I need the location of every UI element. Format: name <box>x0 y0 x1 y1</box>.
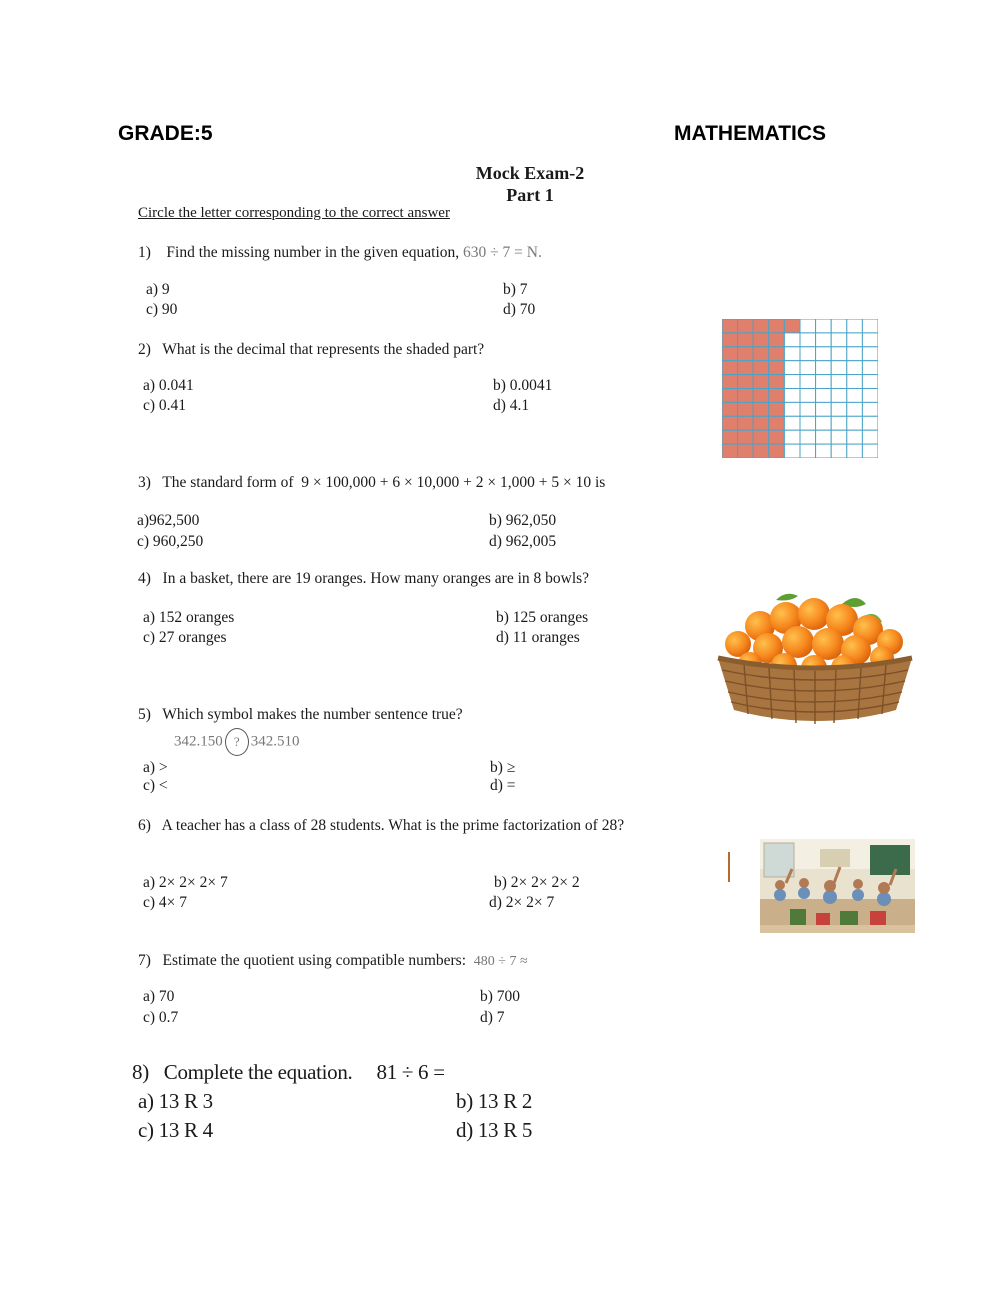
grid-cell <box>862 319 878 333</box>
grid-cell-shaded <box>722 361 738 375</box>
q6-option-a[interactable]: a) 2× 2× 2× 7 <box>143 874 228 891</box>
grid-cell <box>816 430 832 444</box>
grid-cell <box>816 361 832 375</box>
q1-option-b[interactable]: b) 7 <box>503 281 528 298</box>
question-7-equation: 480 ÷ 7 ≈ <box>473 954 528 969</box>
grid-cell-shaded <box>753 361 769 375</box>
grid-cell <box>800 430 816 444</box>
question-1-text: 1) Find the missing number in the given equation, <box>138 244 464 261</box>
q5-left-number: 342.150 <box>174 733 223 750</box>
grid-cell <box>784 347 800 361</box>
grid-cell <box>800 389 816 403</box>
q3-option-a[interactable]: a)962,500 <box>137 512 200 529</box>
grid-cell-shaded <box>769 430 785 444</box>
q7-option-c[interactable]: c) 0.7 <box>143 1009 179 1026</box>
grid-cell-shaded <box>753 319 769 333</box>
grid-cell <box>862 444 878 458</box>
question-3-text: 3) The standard form of 9 × 100,000 + 6 × 10,000 + 2 × 1,000 + 5 × 10 is <box>138 474 606 491</box>
grid-cell-shaded <box>769 347 785 361</box>
exam-title: Mock Exam-2 <box>475 163 585 183</box>
q5-number-sentence <box>174 728 300 756</box>
q5-option-a[interactable]: a) > <box>143 759 168 776</box>
grid-cell-shaded <box>753 430 769 444</box>
q5-unknown-symbol: ? <box>225 728 249 756</box>
grid-cell <box>862 375 878 389</box>
grid-cell <box>862 333 878 347</box>
q4-option-a[interactable]: a) 152 oranges <box>143 609 235 626</box>
grid-cell-shaded <box>722 430 738 444</box>
grid-cell-shaded <box>753 416 769 430</box>
q8-option-c[interactable]: c) 13 R 4 <box>138 1118 213 1142</box>
question-7-text: 7) Estimate the quotient using compatible numbers: <box>138 952 474 969</box>
grid-cell-shaded <box>722 416 738 430</box>
divider-mark <box>728 852 730 882</box>
grid-cell <box>831 375 847 389</box>
subject-label: MATHEMATICS <box>674 122 827 145</box>
q8-option-d[interactable]: d) 13 R 5 <box>456 1118 533 1142</box>
q7-option-a[interactable]: a) 70 <box>143 988 175 1005</box>
grid-cell-shaded <box>722 319 738 333</box>
grid-cell-shaded <box>738 444 754 458</box>
question-8 <box>132 1060 445 1085</box>
grid-cell <box>862 402 878 416</box>
q4-option-b[interactable]: b) 125 oranges <box>496 609 589 626</box>
grid-cell <box>800 319 816 333</box>
q7-option-b[interactable]: b) 700 <box>480 988 521 1005</box>
grid-cell <box>847 375 863 389</box>
q7-option-d[interactable]: d) 7 <box>480 1009 505 1026</box>
grid-cell-shaded <box>738 375 754 389</box>
grid-cell-shaded <box>753 375 769 389</box>
grid-cell <box>784 416 800 430</box>
grid-cell <box>800 361 816 375</box>
grid-cell <box>800 375 816 389</box>
grid-cell-shaded <box>722 402 738 416</box>
grid-cell <box>862 347 878 361</box>
q1-option-d[interactable]: d) 70 <box>503 301 536 318</box>
grid-cell <box>862 430 878 444</box>
grid-cell-shaded <box>769 402 785 416</box>
q6-option-d[interactable]: d) 2× 2× 7 <box>489 894 555 911</box>
q6-option-c[interactable]: c) 4× 7 <box>143 894 188 911</box>
grid-cell <box>784 361 800 375</box>
grid-cell <box>831 347 847 361</box>
grid-cell-shaded <box>738 347 754 361</box>
q3-option-b[interactable]: b) 962,050 <box>489 512 557 529</box>
grid-cell-shaded <box>769 319 785 333</box>
grade-label: GRADE:5 <box>118 122 213 145</box>
q2-option-a[interactable]: a) 0.041 <box>143 377 194 394</box>
q5-option-c[interactable]: c) < <box>143 777 168 794</box>
grid-cell <box>784 430 800 444</box>
grid-cell <box>784 375 800 389</box>
grid-cell <box>784 333 800 347</box>
grid-cell <box>847 416 863 430</box>
grid-cell-shaded <box>753 402 769 416</box>
grid-cell-shaded <box>738 319 754 333</box>
grid-cell-shaded <box>738 333 754 347</box>
q8-option-a[interactable]: a) 13 R 3 <box>138 1089 213 1113</box>
question-1 <box>138 244 542 262</box>
grid-cell <box>831 402 847 416</box>
q2-option-d[interactable]: d) 4.1 <box>493 397 530 414</box>
grid-cell-shaded <box>722 389 738 403</box>
grid-cell <box>862 361 878 375</box>
grid-cell <box>800 416 816 430</box>
q3-option-d[interactable]: d) 962,005 <box>489 533 557 550</box>
q1-option-c[interactable]: c) 90 <box>146 301 178 318</box>
grid-cell <box>800 402 816 416</box>
grid-cell <box>800 444 816 458</box>
grid-cell <box>784 444 800 458</box>
grid-cell-shaded <box>769 444 785 458</box>
grid-cell-shaded <box>769 375 785 389</box>
grid-cell-shaded <box>753 347 769 361</box>
orange-basket-image <box>714 586 916 728</box>
grid-cell-shaded <box>753 389 769 403</box>
grid-cell <box>847 361 863 375</box>
question-4-text: 4) In a basket, there are 19 oranges. How many oranges are in 8 bowls? <box>138 570 590 587</box>
grid-cell <box>831 389 847 403</box>
question-2-text: 2) What is the decimal that represents the shaded part? <box>138 341 485 358</box>
grid-cell-shaded <box>738 361 754 375</box>
q5-option-b[interactable]: b) ≥ <box>490 759 516 776</box>
grid-cell-shaded <box>769 416 785 430</box>
exam-part: Part 1 <box>506 185 554 205</box>
grid-cell <box>862 389 878 403</box>
grid-cell <box>847 319 863 333</box>
q4-option-c[interactable]: c) 27 oranges <box>143 629 227 646</box>
question-7 <box>138 952 528 970</box>
q1-option-a[interactable]: a) 9 <box>146 281 170 298</box>
grid-cell <box>816 333 832 347</box>
grid-cell <box>831 333 847 347</box>
q3-option-c[interactable]: c) 960,250 <box>137 533 204 550</box>
q8-option-b[interactable]: b) 13 R 2 <box>456 1089 533 1113</box>
grid-cell-shaded <box>722 347 738 361</box>
grid-cell <box>847 333 863 347</box>
grid-cell-shaded <box>738 430 754 444</box>
grid-cell <box>862 416 878 430</box>
q4-option-d[interactable]: d) 11 oranges <box>496 629 580 646</box>
q2-option-c[interactable]: c) 0.41 <box>143 397 187 414</box>
grid-cell <box>847 389 863 403</box>
grid-cell <box>784 389 800 403</box>
question-8-text: 8) Complete the equation. <box>132 1060 353 1084</box>
grid-cell <box>847 430 863 444</box>
grid-cell <box>816 375 832 389</box>
grid-cell <box>816 347 832 361</box>
q5-option-d[interactable]: d) = <box>490 777 516 794</box>
grid-cell-shaded <box>738 402 754 416</box>
grid-cell <box>847 347 863 361</box>
grid-cell <box>816 319 832 333</box>
classroom-image <box>760 839 915 933</box>
grid-cell <box>847 402 863 416</box>
grid-cell-shaded <box>753 333 769 347</box>
grid-cell-shaded <box>722 333 738 347</box>
grid-cell <box>847 444 863 458</box>
grid-cell <box>800 347 816 361</box>
q6-option-b[interactable]: b) 2× 2× 2× 2 <box>494 874 580 891</box>
grid-cell <box>831 444 847 458</box>
grid-cell <box>816 416 832 430</box>
grid-cell-shaded <box>722 375 738 389</box>
grid-cell <box>816 402 832 416</box>
grid-cell-shaded <box>753 444 769 458</box>
grid-cell <box>784 402 800 416</box>
grid-cell <box>831 416 847 430</box>
grid-cell-shaded <box>769 389 785 403</box>
grid-cell-shaded <box>769 333 785 347</box>
hundred-grid-figure <box>722 319 878 458</box>
question-6-text: 6) A teacher has a class of 28 students. What is the prime factorization of 28? <box>138 817 625 834</box>
grid-cell <box>816 444 832 458</box>
grid-cell-shaded <box>738 416 754 430</box>
grid-cell <box>800 333 816 347</box>
grid-cell <box>831 319 847 333</box>
instruction: Circle the letter corresponding to the correct answer <box>138 205 450 221</box>
question-5-text: 5) Which symbol makes the number sentence true? <box>138 706 463 723</box>
grid-cell <box>831 361 847 375</box>
question-1-equation: 630 ÷ 7 = N. <box>463 244 542 261</box>
grid-cell <box>831 430 847 444</box>
grid-cell-shaded <box>738 389 754 403</box>
grid-cell-shaded <box>722 444 738 458</box>
grid-cell <box>816 389 832 403</box>
question-8-equation: 81 ÷ 6 = <box>376 1060 445 1084</box>
q5-right-number: 342.510 <box>250 733 300 750</box>
grid-cell-shaded <box>769 361 785 375</box>
q2-option-b[interactable]: b) 0.0041 <box>493 377 553 394</box>
grid-cell-shaded <box>784 319 800 333</box>
